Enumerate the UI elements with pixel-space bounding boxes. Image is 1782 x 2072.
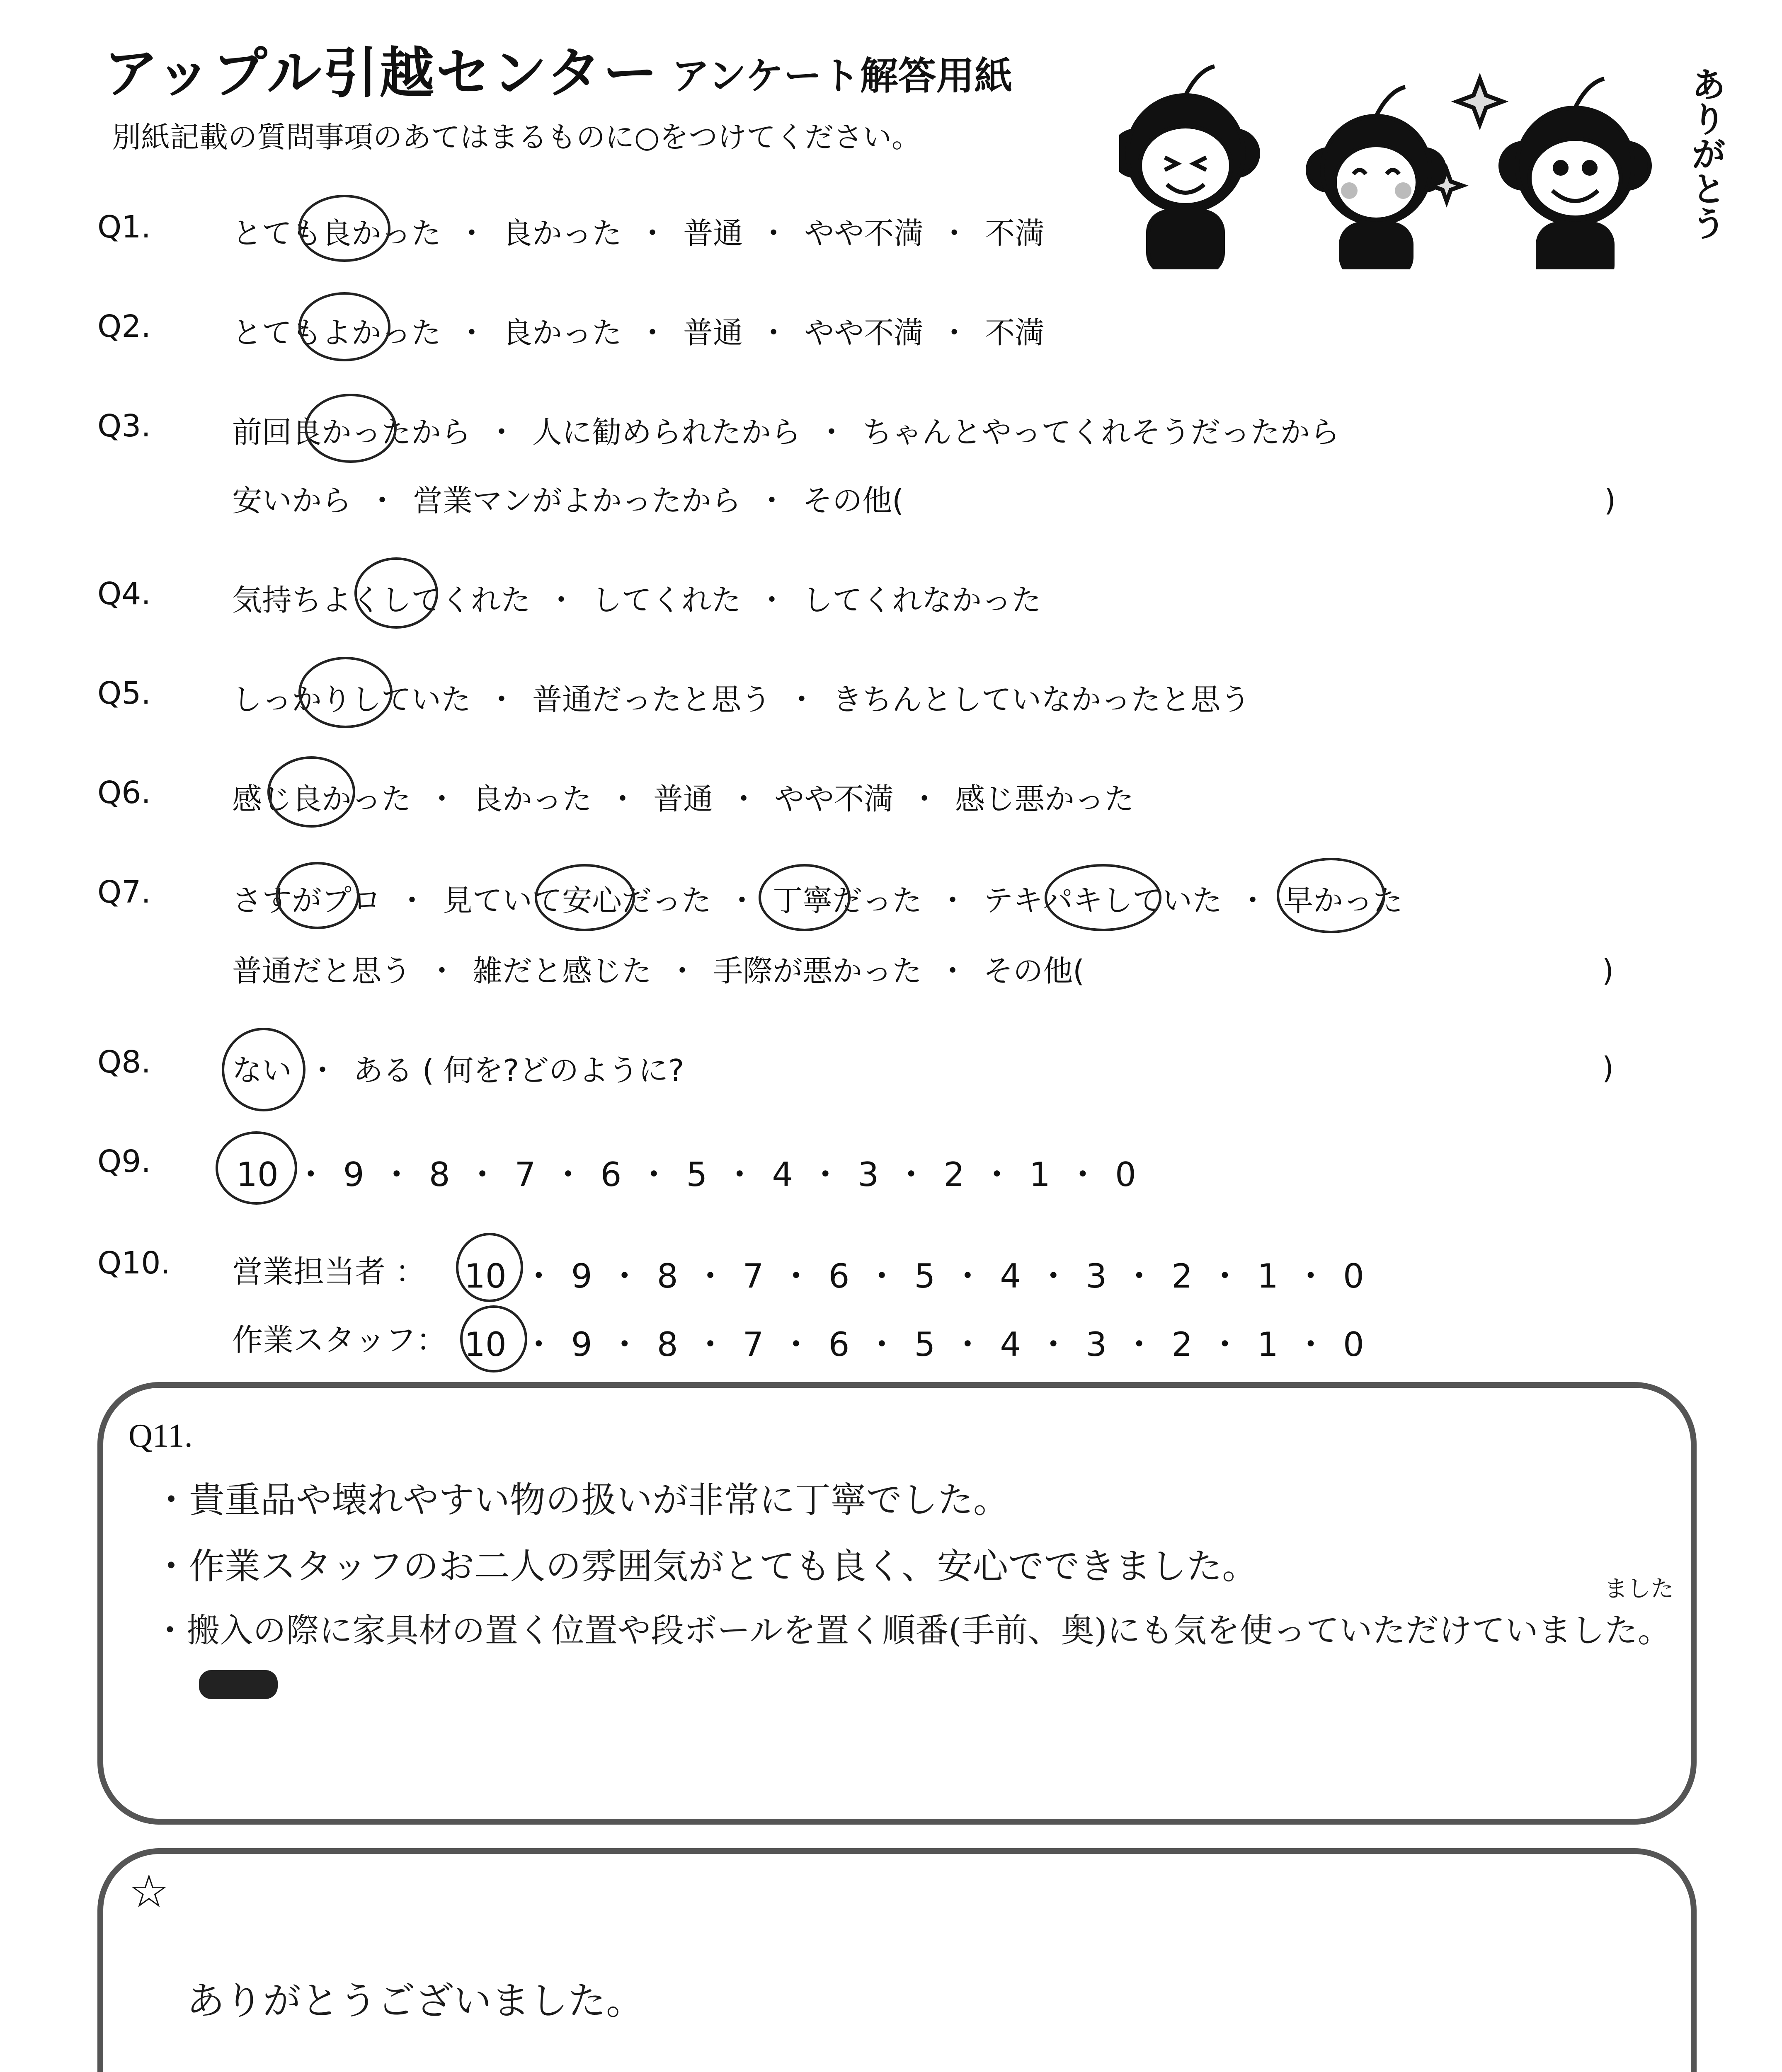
q10-sales-label: 営業担当者 ：: [232, 1254, 426, 1290]
answer-circle-mark: [759, 864, 851, 931]
q9-score[interactable]: 5: [686, 1155, 708, 1194]
q7-close-paren: ): [1602, 953, 1614, 988]
q4-option[interactable]: 気持ちよくしてくれた: [232, 583, 531, 617]
q11-label: Q11.: [128, 1418, 193, 1454]
q9-score[interactable]: 2: [943, 1155, 965, 1194]
q10-sales-score[interactable]: 0: [1343, 1257, 1364, 1295]
q10-staff-scale: 10 ・ 9 ・ 8 ・ 7 ・ 6 ・ 5 ・ 4 ・ 3 ・ 2 ・ 1 ・ 0: [464, 1325, 1364, 1364]
q8-label: Q8.: [97, 1044, 151, 1080]
answer-circle-mark: [354, 557, 438, 629]
q2-options: とてもよかった ・ 良かった ・ 普通 ・ やや不満 ・ 不満: [232, 315, 1045, 350]
q7-options-line2: 普通だと思う ・ 雑だと感じた ・ 手際が悪かった ・ その他(: [232, 954, 1085, 988]
q3-option[interactable]: 人に勧められたから: [532, 415, 801, 450]
answer-circle-mark: [305, 394, 397, 463]
q11-comment-line: ・作業スタッフのお二人の雰囲気がとても良く、安心でできました。: [153, 1546, 1258, 1587]
answer-circle-mark: [298, 195, 390, 262]
q10-sales-score[interactable]: 2: [1171, 1257, 1193, 1295]
q9-score[interactable]: 10: [236, 1155, 279, 1194]
q4-options: 気持ちよくしてくれた ・ してくれた ・ してくれなかった: [232, 583, 1042, 617]
q6-options: 感じ良かった ・ 良かった ・ 普通 ・ やや不満 ・ 感じ悪かった: [232, 782, 1135, 816]
q3-option[interactable]: 安いから: [232, 483, 352, 518]
q10-staff-score[interactable]: 6: [828, 1325, 850, 1364]
q10-sales-score[interactable]: 5: [914, 1257, 936, 1295]
q10-sales-score[interactable]: 3: [1086, 1257, 1107, 1295]
q1-option[interactable]: やや不満: [804, 216, 924, 251]
q10-staff-score[interactable]: 4: [1000, 1325, 1021, 1364]
answer-circle-mark: [276, 862, 359, 929]
q10-staff-label: 作業スタッフ：: [232, 1322, 447, 1358]
answer-circle-mark: [216, 1131, 297, 1205]
q10-sales-score[interactable]: 8: [657, 1257, 678, 1295]
free-comment-box: [97, 1848, 1697, 2072]
q7-option[interactable]: その他(: [983, 954, 1085, 988]
q10-staff-score[interactable]: 0: [1343, 1325, 1364, 1364]
q7-option[interactable]: 早かった: [1283, 883, 1403, 918]
q3-options-line2: 安いから ・ 営業マンがよかったから ・ その他(: [232, 483, 904, 518]
q7-option[interactable]: 見ていて安心だった: [443, 883, 712, 918]
q1-option[interactable]: とても良かった: [232, 216, 441, 251]
q6-option[interactable]: 感じ悪かった: [955, 782, 1135, 816]
q4-option[interactable]: してくれた: [592, 583, 742, 617]
q9-score[interactable]: 7: [514, 1155, 536, 1194]
q5-option[interactable]: 普通だったと思う: [532, 682, 771, 717]
q1-option[interactable]: 不満: [985, 216, 1045, 251]
q7-option[interactable]: 普通だと思う: [232, 954, 412, 988]
q6-label: Q6.: [97, 775, 151, 811]
q3-option[interactable]: 営業マンがよかったから: [413, 483, 742, 518]
monkey-mascots-illustration: [1119, 54, 1691, 269]
answer-circle-mark: [460, 1305, 527, 1372]
q8-close-paren: ): [1602, 1051, 1614, 1085]
scribbled-out-text: [199, 1670, 278, 1699]
q10-sales-score[interactable]: 4: [1000, 1257, 1021, 1295]
q4-label: Q4.: [97, 576, 151, 612]
answer-circle-mark: [1045, 864, 1161, 931]
q1-options: とても良かった ・ 良かった ・ 普通 ・ やや不満 ・ 不満: [232, 216, 1045, 251]
q10-sales-score[interactable]: 6: [828, 1257, 850, 1295]
q10-staff-score[interactable]: 8: [657, 1325, 678, 1364]
q2-option[interactable]: とてもよかった: [232, 315, 441, 350]
q2-option[interactable]: 良かった: [502, 315, 622, 350]
company-title: アップル引越センター: [104, 41, 659, 105]
q10-sales-score[interactable]: 9: [571, 1257, 592, 1295]
q6-option[interactable]: 普通: [653, 782, 713, 816]
q8-option-none[interactable]: ない: [232, 1053, 292, 1088]
q10-staff-score[interactable]: 1: [1257, 1325, 1278, 1364]
answer-circle-mark: [298, 292, 390, 361]
answer-circle-mark: [298, 657, 393, 728]
free-comment-line: [187, 2068, 1249, 2072]
q10-staff-score[interactable]: 9: [571, 1325, 592, 1364]
q1-option[interactable]: 良かった: [502, 216, 622, 251]
answer-circle-mark: [456, 1233, 523, 1302]
q6-option[interactable]: 感じ良かった: [232, 782, 412, 816]
q10-label: Q10.: [97, 1245, 170, 1281]
q5-option[interactable]: きちんとしていなかったと思う: [832, 682, 1251, 717]
free-comment-line: ありがとうございました。: [187, 1979, 645, 2023]
q9-score[interactable]: 6: [600, 1155, 622, 1194]
thanks-vertical-text: ありがとう: [1686, 66, 1726, 240]
q10-sales-score[interactable]: 1: [1257, 1257, 1278, 1295]
q10-staff-score[interactable]: 3: [1086, 1325, 1107, 1364]
q5-label: Q5.: [97, 675, 151, 711]
q7-options-line1: さすがプロ ・ 見ていて安心だった ・ 丁寧だった ・ テキパキしていた ・ 早かった: [232, 883, 1403, 918]
q9-score[interactable]: 1: [1029, 1155, 1050, 1194]
q2-option[interactable]: 普通: [683, 315, 743, 350]
answer-circle-mark: [267, 756, 355, 828]
q9-score[interactable]: 3: [858, 1155, 879, 1194]
answer-circle-mark: [222, 1028, 305, 1111]
q11-comment-line: ・搬入の際に家具材の置く位置や段ボールを置く順番(手前、奥)にも気を使っていただけていました。: [153, 1611, 1671, 1650]
q2-option[interactable]: 不満: [985, 315, 1045, 350]
answer-circle-mark: [1277, 858, 1385, 933]
q6-option[interactable]: 良かった: [473, 782, 592, 816]
q3-close-paren: ): [1604, 483, 1616, 518]
q10-staff-score[interactable]: 2: [1171, 1325, 1193, 1364]
q1-option[interactable]: 普通: [683, 216, 743, 251]
instruction-text: 別紙記載の質問事項のあてはまるものに○をつけてください。: [112, 120, 921, 154]
q9-scale: 10 ・ 9 ・ 8 ・ 7 ・ 6 ・ 5 ・ 4 ・ 3 ・ 2 ・ 1 ・ 0: [236, 1155, 1136, 1194]
q4-option[interactable]: してくれなかった: [803, 583, 1042, 617]
q11-inserted-text: ました: [1604, 1576, 1674, 1602]
q3-label: Q3.: [97, 408, 151, 444]
q2-label: Q2.: [97, 309, 151, 344]
q5-options: しっかりしていた ・ 普通だったと思う ・ きちんとしていなかったと思う: [232, 682, 1251, 717]
q10-sales-score[interactable]: 10: [464, 1257, 507, 1295]
q9-score[interactable]: 0: [1115, 1155, 1136, 1194]
q5-option[interactable]: しっかりしていた: [232, 682, 471, 717]
q3-option[interactable]: その他(: [803, 483, 904, 518]
q3-options-line1: 前回良かったから ・ 人に勧められたから ・ ちゃんとやってくれそうだったから: [232, 415, 1340, 450]
q8-option-some[interactable]: ある ( 何を?どのように?: [353, 1053, 684, 1088]
q7-option[interactable]: 手際が悪かった: [713, 954, 922, 988]
q10-staff-score[interactable]: 7: [742, 1325, 764, 1364]
form-subtitle: アンケート解答用紙: [672, 54, 1013, 98]
q1-label: Q1.: [97, 209, 151, 245]
q7-option[interactable]: 雑だと感じた: [473, 954, 652, 988]
q9-score[interactable]: 4: [772, 1155, 793, 1194]
q11-comment-line: ・貴重品や壊れやすい物の扱いが非常に丁寧でした。: [153, 1479, 1009, 1521]
q9-score[interactable]: 8: [429, 1155, 450, 1194]
q7-option[interactable]: さすがプロ: [232, 883, 382, 918]
q3-option[interactable]: ちゃんとやってくれそうだったから: [862, 415, 1340, 450]
q10-sales-score[interactable]: 7: [742, 1257, 764, 1295]
q9-label: Q9.: [97, 1144, 151, 1179]
q10-sales-scale: 10 ・ 9 ・ 8 ・ 7 ・ 6 ・ 5 ・ 4 ・ 3 ・ 2 ・ 1 ・ 0: [464, 1257, 1364, 1295]
q10-staff-score[interactable]: 5: [914, 1325, 936, 1364]
q6-option[interactable]: やや不満: [774, 782, 894, 816]
q3-option[interactable]: 前回良かったから: [232, 415, 471, 450]
q8-options: ない ・ ある ( 何を?どのように?: [232, 1053, 684, 1088]
answer-circle-mark: [535, 864, 635, 931]
q11-comment-box: [97, 1382, 1697, 1825]
star-icon: ☆: [128, 1865, 170, 1918]
q7-option[interactable]: 丁寧だった: [773, 883, 922, 918]
q2-option[interactable]: やや不満: [804, 315, 924, 350]
q7-label: Q7.: [97, 874, 151, 910]
q7-option[interactable]: テキパキしていた: [983, 883, 1222, 918]
q10-staff-score[interactable]: 10: [464, 1325, 507, 1364]
q9-score[interactable]: 9: [343, 1155, 364, 1194]
